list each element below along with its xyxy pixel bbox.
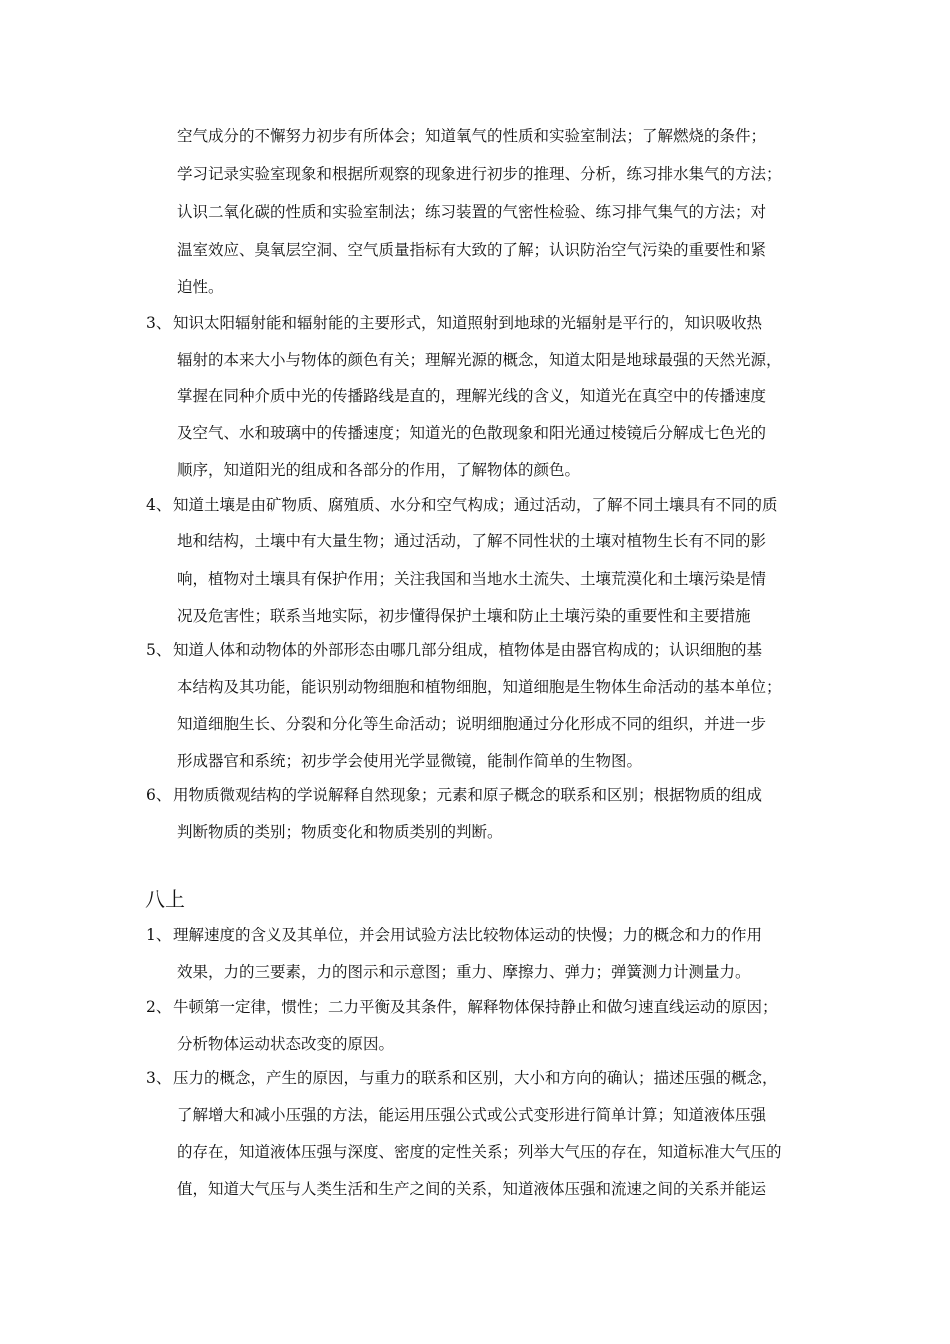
- list-item-line: 效果，力的三要素，力的图示和示意图；重力、摩擦力、弹力；弹簧测力计测量力。: [177, 963, 751, 981]
- list-item-line: 理解速度的含义及其单位，并会用试验方法比较物体运动的快慢；力的概念和力的作用: [173, 926, 763, 944]
- paragraph-line: 空气成分的不懈努力初步有所体会；知道氧气的性质和实验室制法；了解燃烧的条件；: [177, 127, 767, 145]
- list-item-line: 辐射的本来大小与物体的颜色有关；理解光源的概念，知道太阳是地球最强的天然光源，: [177, 351, 782, 369]
- list-item-number: 5、: [146, 641, 172, 659]
- list-item-line: 判断物质的类别；物质变化和物质类别的判断。: [177, 823, 503, 841]
- list-item-number: 6、: [146, 786, 172, 804]
- section-heading: 八上: [145, 887, 185, 911]
- list-item-line: 地和结构，土壤中有大量生物；通过活动，了解不同性状的土壤对植物生长有不同的影: [177, 532, 767, 550]
- list-item-line: 牛顿第一定律，惯性；二力平衡及其条件，解释物体保持静止和做匀速直线运动的原因；: [173, 998, 778, 1016]
- list-item-line: 值，知道大气压与人类生活和生产之间的关系，知道液体压强和流速之间的关系并能运: [177, 1180, 767, 1198]
- paragraph-line: 学习记录实验室现象和根据所观察的现象进行初步的推理、分析，练习排水集气的方法；: [177, 165, 782, 183]
- list-item-line: 用物质微观结构的学说解释自然现象；元素和原子概念的联系和区别；根据物质的组成: [173, 786, 763, 804]
- paragraph-line: 认识二氧化碳的性质和实验室制法；练习装置的气密性检验、练习排气集气的方法；对: [177, 203, 767, 221]
- list-item-line: 顺序，知道阳光的组成和各部分的作用，了解物体的颜色。: [177, 461, 581, 479]
- list-item-number: 2、: [146, 998, 172, 1016]
- list-item-number: 4、: [146, 496, 172, 514]
- list-item-number: 1、: [146, 926, 172, 944]
- list-item-line: 知道人体和动物体的外部形态由哪几部分组成，植物体是由器官构成的；认识细胞的基: [173, 641, 763, 659]
- list-item-line: 了解增大和减小压强的方法，能运用压强公式或公式变形进行简单计算；知道液体压强: [177, 1106, 767, 1124]
- list-item-line: 知道土壤是由矿物质、腐殖质、水分和空气构成；通过活动，了解不同土壤具有不同的质: [173, 496, 778, 514]
- list-item-line: 的存在，知道液体压强与深度、密度的定性关系；列举大气压的存在，知道标准大气压的: [177, 1143, 782, 1161]
- list-item-line: 形成器官和系统；初步学会使用光学显微镜，能制作简单的生物图。: [177, 752, 643, 770]
- paragraph-line: 迫性。: [177, 278, 224, 296]
- list-item-line: 及空气、水和玻璃中的传播速度；知道光的色散现象和阳光通过棱镜后分解成七色光的: [177, 424, 767, 442]
- list-item-number: 3、: [146, 314, 172, 332]
- list-item-line: 知道细胞生长、分裂和分化等生命活动；说明细胞通过分化形成不同的组织，并进一步: [177, 715, 767, 733]
- list-item-number: 3、: [146, 1069, 172, 1087]
- list-item-line: 分析物体运动状态改变的原因。: [177, 1035, 395, 1053]
- list-item-line: 掌握在同种介质中光的传播路线是直的，理解光线的含义，知道光在真空中的传播速度: [177, 387, 767, 405]
- list-item-line: 响，植物对土壤具有保护作用；关注我国和当地水土流失、土壤荒漠化和土壤污染是情: [177, 570, 767, 588]
- list-item-line: 况及危害性；联系当地实际，初步懂得保护土壤和防止土壤污染的重要性和主要措施: [177, 607, 751, 625]
- list-item-line: 压力的概念，产生的原因，与重力的联系和区别，大小和方向的确认；描述压强的概念，: [173, 1069, 778, 1087]
- paragraph-line: 温室效应、臭氧层空洞、空气质量指标有大致的了解；认识防治空气污染的重要性和紧: [177, 241, 767, 259]
- list-item-line: 本结构及其功能，能识别动物细胞和植物细胞，知道细胞是生物体生命活动的基本单位；: [177, 678, 782, 696]
- list-item-line: 知识太阳辐射能和辐射能的主要形式，知道照射到地球的光辐射是平行的，知识吸收热: [173, 314, 763, 332]
